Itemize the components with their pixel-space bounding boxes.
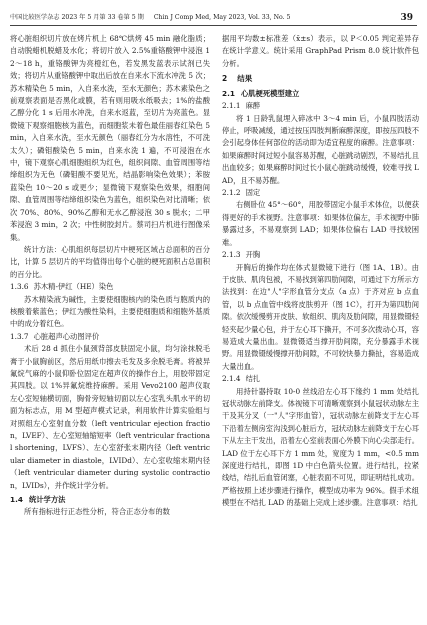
section-title: 统计学方法 — [28, 495, 66, 505]
section-heading-2-1-1 — [222, 100, 419, 112]
left-column — [10, 33, 210, 518]
section-title: 结果 — [237, 74, 253, 84]
section-title: 麻醉 — [245, 101, 261, 111]
paragraph: 将心脏组织切片放在烤片机上 68℃烘烤 45 min 融化脂质；自动脱蜡机脱蜡及水化；将切片放入 2.5%重铬酸钾中浸泡 12～18 h，重铬酸钾为亮橙红色，若发黑发蓝表示试剂已失效；将切片从重铬酸钾中取出后放在自来水下流水冲洗 5 次；苏木精染色 5 min，入自来水洗，至水无颜色；苏木素染色之前观察表面是否黑化或膜，若有则用吸水纸吸去；1%的盐酸乙醇分化 1 s 后用水冲洗，自来水返蓝，至切片为亮蓝色。显微镜下观察细胞核为蓝色，而细胞浆未着色最佳丽春红染色 5 min，入自来水洗，至水无颜色（丽春红分为水溶性，不可洗太久）；磷钼酸染色 5 min，自来水洗 1 遍，不可浸泡在水中，镜下观察心肌细胞组织为红色，组织间隙、血管周围等结缔组织为无色（磷钼酸不要见光，结晶影响染色效果）；苯胺蓝染色 10～20 s 或更少；显微镜下观察染色效果，细胞间隙、血管周围等结缔组织染色为蓝色，组织染色对比清晰；依次 70%、80%、90%乙醇和无水乙醇浸泡 30 s 脱水；二甲苯浸泡 3 min，2 次；中性树胶封片。蔡司扫片机进行图像采集。 — [10, 34, 210, 242]
section-number: 2 — [222, 74, 228, 84]
section-number: 2.1.3 — [222, 250, 241, 260]
paragraph: 据用平均数±标准差（x̄±s）表示，以 P＜0.05 判定差异存在统计学意义。统计采用 GraphPad Prism 8.0 统计软件包分析。 — [222, 34, 419, 68]
section-number: 2.1.1 — [222, 101, 241, 111]
section-title: 开胸 — [245, 250, 261, 260]
paragraph: 右侧卧位 45°～60°，用胶带固定小鼠手术体位，以便获得更好的手术视野。注意事项：如果体位偏左，手术视野中肺暴露过多，不易观察到 LAD；如果体位偏右 LAD 寻找较困难。 — [222, 200, 420, 247]
section-number: 1.3.6 — [10, 282, 29, 292]
paragraph: 所有指标进行正态性分析，符合正态分布的数 — [24, 507, 170, 517]
section-heading-1-4 — [10, 493, 210, 506]
paragraph: 术后 28 d 抓住小鼠颈背部皮肤固定小鼠，均匀涂抹脱毛膏于小鼠胸前区，然后用纸巾擦去毛发及多余脱毛膏。将被异氟烷气麻的小鼠仰卧位固定在超声仪的操作台上，用胶带固定其四肢。以 1%异氟烷维持麻醉。采用 Vevo2100 超声仪取左心室短轴横切面，胸骨旁短轴切面以左心室乳头肌水平的切面为标志点，用 M 型超声模式记录，利用软件计算实验组与对照组左心室射血分数（left ventricular ejection fraction，LVEF）、左心室短轴缩短率（left ventricular fractional shortening，LVFS）、左心室舒张末期内径（left ventricular diameter in diastole，LVIDd）、左心室收缩末期内径（left ventricular diameter during systolic contraction，LVIDs），并作统计学分析。 — [10, 344, 210, 490]
section-heading-2-1-3 — [222, 249, 419, 261]
section-number: 2.1.4 — [222, 374, 241, 384]
section-number: 1.3.7 — [10, 331, 29, 341]
paragraph: 统计方法：心肌组织每层切片中梗死区域占总面积的百分比，计算 5 层切片的平均值得出每个心脏的梗死面积占总面积的百分比。 — [10, 244, 210, 279]
paragraph: 开胸后的操作均在体式显微镜下进行（图 1A、1B）。由于皮肤、肌肉包被，不易找到第四肋间隙，可通过下方所示方法找到：在边"人"字形血管分支点（a 点）于齐对应 b 点血管，以 b 点血管中线将皮肤剪开（图 1C），打开为第四肋间隙。依次缓慢剪开皮肤、软组织、肌肉及肋间隙，用显微镊轻轻夹起少量心包，并于左心耳下撕开，不可多次拨动心耳，容易造成大量出血。显微镊适当撑开肋间隙，充分暴露手术视野。用显微镊缓慢撑开肋间隙，不可较快暴力撕扯，容易造成大量出血。 — [222, 262, 420, 371]
section-title: 心肌梗死模型建立 — [240, 89, 300, 99]
section-number: 2.1 — [222, 89, 235, 99]
page-number: 39 — [400, 13, 413, 23]
section-title: 结扎 — [245, 374, 261, 384]
section-heading-2-1-4 — [222, 373, 419, 385]
right-column — [222, 33, 419, 510]
running-header — [10, 12, 417, 26]
paragraph: 将 1 日龄乳鼠埋入碎冰中 3～4 min 后，小鼠四肢活动停止，呼吸减缓，通过按压四肢判断麻醉深度，即按压四肢不会引起身体任何部位的活动即为适宜程度的麻醉。注意事项：如果麻醉时间过短小鼠容易苏醒，心脏跳动剧烈，不易结扎且出血较多；如果麻醉时间过长小鼠心脏跳动缓慢，较难寻找 LAD，且不易苏醒。 — [222, 113, 420, 185]
section-number: 2.1.2 — [222, 188, 241, 198]
section-title: 固定 — [245, 188, 261, 198]
journal-title-en: Chin J Comp Med, May 2023, Vol. 33, No. 5 — [153, 14, 291, 21]
section-heading-2 — [222, 72, 419, 86]
section-number: 1.4 — [10, 495, 23, 505]
section-heading-2-1 — [222, 87, 419, 100]
section-heading-1-3-6 — [10, 281, 210, 293]
paragraph: 苏木精染液为碱性，主要使细胞核内的染色质与胞质内的核酸着紫蓝色；伊红为酸性染料，主要使细胞质和细胞外基质中的成分着红色。 — [10, 294, 210, 329]
section-title: 心脏超声心动图评价 — [33, 331, 100, 341]
journal-title-cn: 中国比较医学杂志 2023 年 5 月第 33 卷第 5 期 — [10, 14, 144, 21]
section-heading-2-1-2 — [222, 187, 419, 199]
section-heading-1-3-7 — [10, 331, 210, 343]
paragraph: 用持针器持取 10-0 丝线沿左心耳下缘约 1 mm 处结扎冠状动脉左前降支。体视镜下可清晰观察到小鼠冠状动脉左主干及其分叉（一"人"字形血管），冠状动脉左前降支于左心耳下沿着左侧房室沟浅到心脏后方，冠状动脉左前降支于左心耳下从左主干发出，沿着左心室前表面心外膜下向心尖部走行。LAD 位于左心耳下方 1 mm 处，宽度为 1 mm，<0.5 mm 深度进行结扎，即图 1D 中白色箭头位置。进行结扎，拉紧线结，结扎后血管闭塞，心脏表面不可见，即证明结扎成功。严格按照上述步骤进行操作，模型成功率为 96%。假手术组模型在不结扎 LAD 的基础上完成上述步骤。注意事项：结扎 — [222, 386, 420, 508]
section-title: 苏木精-伊红（HE）染色 — [33, 282, 114, 292]
